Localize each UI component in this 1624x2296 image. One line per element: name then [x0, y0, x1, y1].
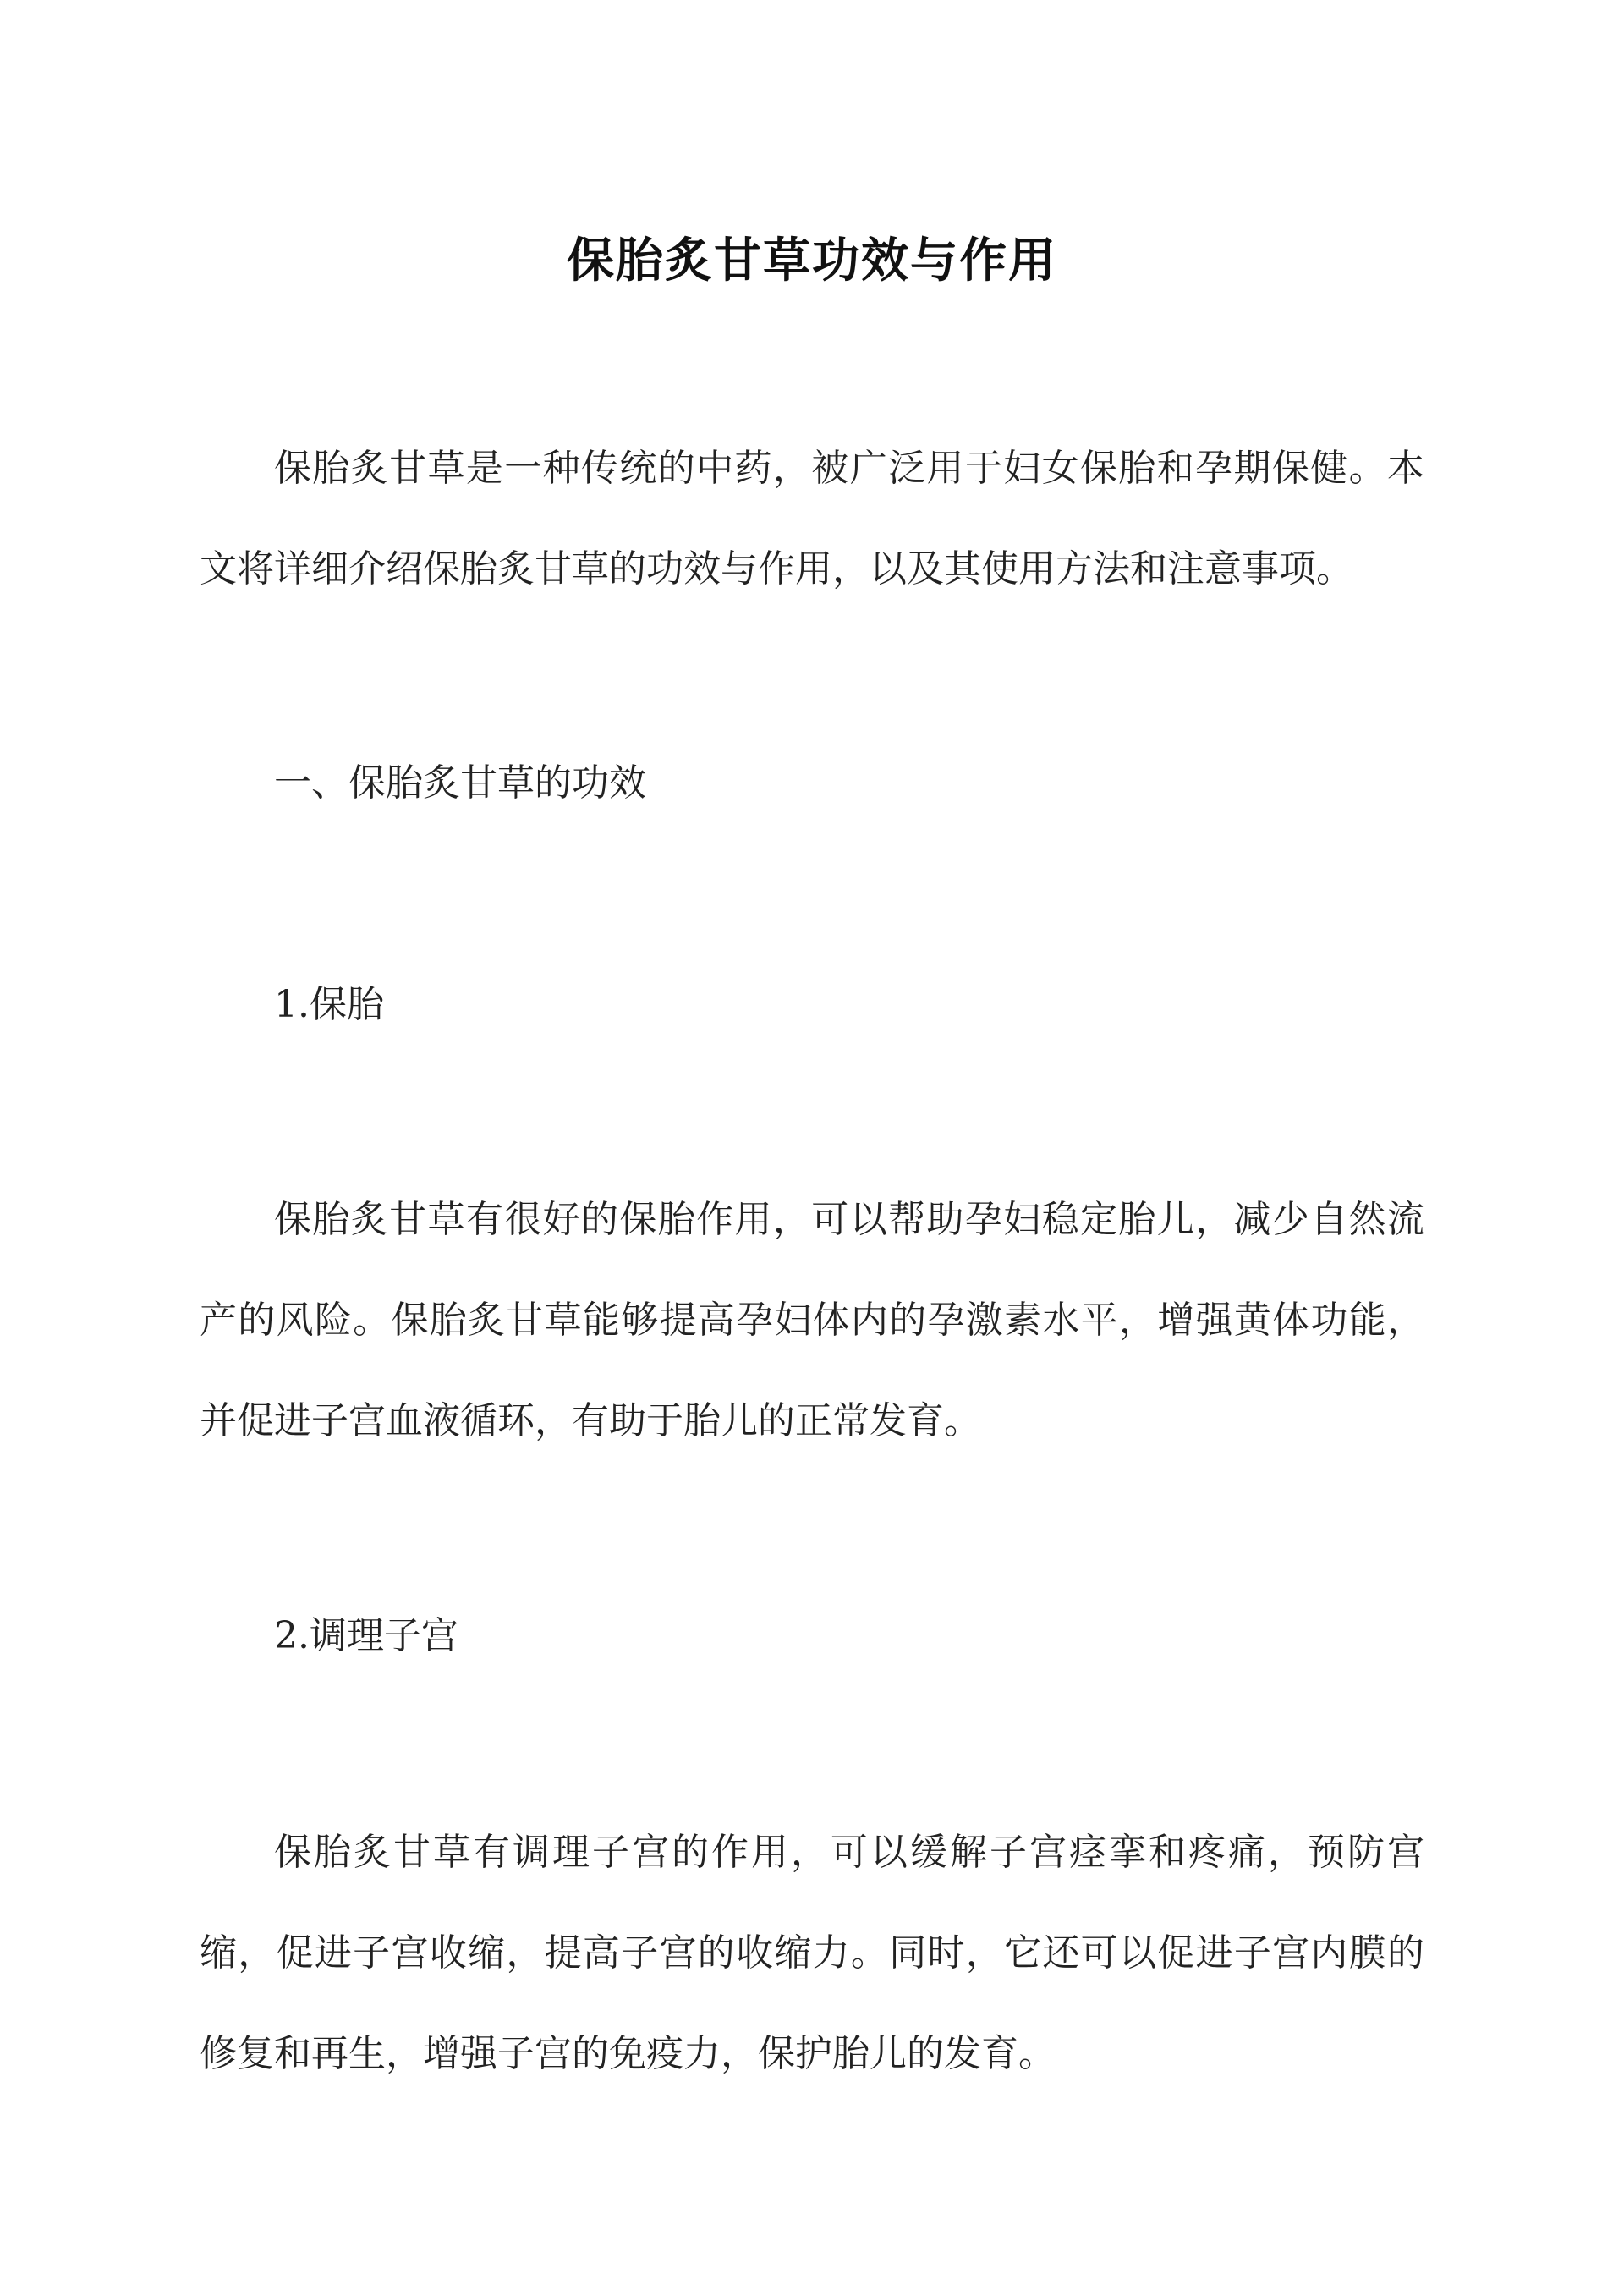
item-heading-1: 1.保胎 — [274, 983, 384, 1026]
item-body-2: 保胎炙甘草有调理子宫的作用，可以缓解子宫痉挛和疼痛，预防宫缩，促进子宫收缩，提高子宫的收缩力。同时，它还可以促进子宫内膜的修复和再生，增强子宫的免疫力，保护胎儿的发育。 — [200, 1831, 1424, 2075]
section-heading: 一、保胎炙甘草的功效 — [274, 761, 646, 805]
document-title: 保胎炙甘草功效与作用 — [567, 232, 1057, 288]
intro-paragraph: 保胎炙甘草是一种传统的中药，被广泛用于妇女保胎和孕期保健。本文将详细介绍保胎炙甘草的功效与作用，以及其使用方法和注意事项。 — [200, 447, 1424, 590]
item-heading-2: 2.调理子宫 — [274, 1614, 458, 1657]
item-body-1: 保胎炙甘草有很好的保胎作用，可以帮助孕妇稳定胎儿，减少自然流产的风险。保胎炙甘草能够提高孕妇体内的孕激素水平，增强黄体功能，并促进子宫血液循环，有助于胎儿的正常发育。 — [200, 1198, 1424, 1442]
